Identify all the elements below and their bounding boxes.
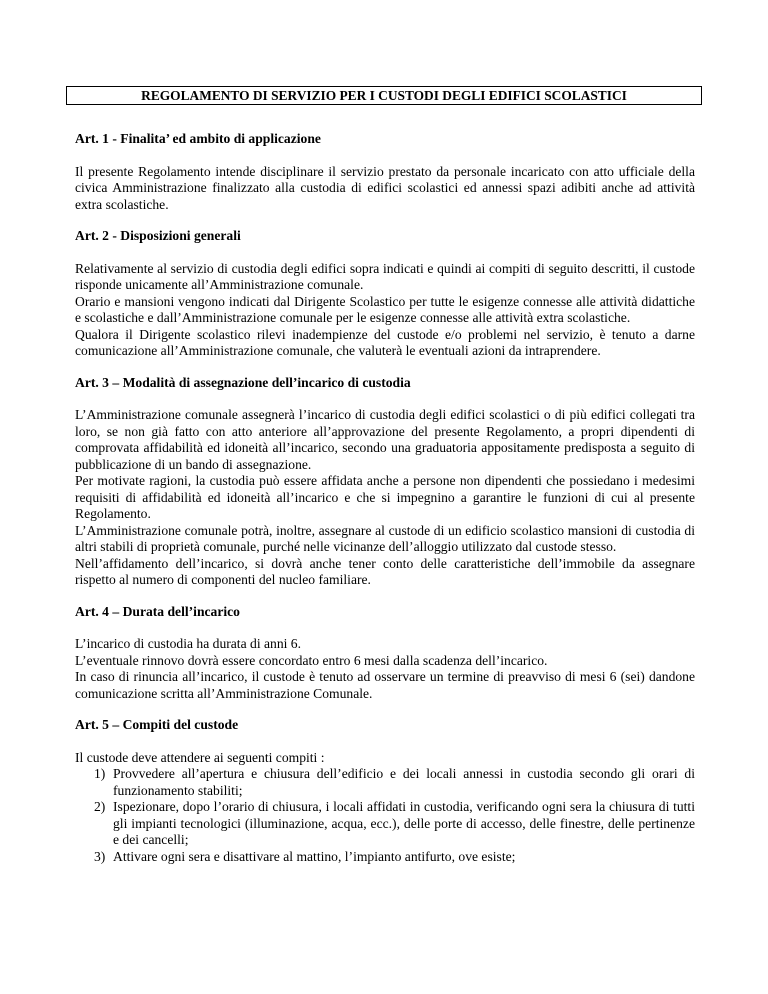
article-1 xyxy=(75,131,695,213)
article-5-intro: Il custode deve attendere ai seguenti compiti : xyxy=(75,749,325,765)
list-item-number: 3) xyxy=(94,848,106,864)
article-2-heading: Art. 2 - Disposizioni generali xyxy=(75,228,241,243)
article-2-paragraph-3: Qualora il Dirigente scolastico rilevi inadempienze del custode e/o problemi nel servizio, è tenuto a darne comunicazione all’Amministrazione comunale, che valuterà le eventuali azioni da intraprendere. xyxy=(75,326,695,358)
duties-list xyxy=(75,766,695,865)
article-4-paragraph-1: L’incarico di custodia ha durata di anni 6. xyxy=(75,636,301,651)
article-3-heading: Art. 3 – Modalità di assegnazione dell’incarico di custodia xyxy=(75,374,411,390)
article-1-heading: Art. 1 - Finalita’ ed ambito di applicazione xyxy=(75,131,321,146)
list-item-number: 1) xyxy=(94,766,106,781)
article-2 xyxy=(75,228,695,360)
article-2-paragraph-2: Orario e mansioni vengono indicati dal Dirigente Scolastico per tutte le esigenze connesse alle attività didattiche e scolastiche e dall’Amministrazione comunale per le esigenze connesse alle attività extra scolastiche. xyxy=(75,293,695,325)
article-3-paragraph-4: Nell’affidamento dell’incarico, si dovrà anche tener conto delle caratteristiche dell’immobile da assegnare rispetto al numero di componenti del nucleo familiare. xyxy=(75,555,695,587)
document-title: REGOLAMENTO DI SERVIZIO PER I CUSTODI DEGLI EDIFICI SCOLASTICI xyxy=(66,86,702,105)
article-3 xyxy=(75,375,695,589)
article-5 xyxy=(75,717,695,865)
article-4-paragraph-3: In caso di rinuncia all’incarico, il custode è tenuto ad osservare un termine di preavviso di mesi 6 (sei) dandone comunicazione scritta all’Amministrazione Comunale. xyxy=(75,669,695,701)
document-body xyxy=(75,131,695,880)
list-item-text: Ispezionare, dopo l’orario di chiusura, i locali affidati in custodia, verificando ogni sera la chiusura di tutti gli impianti tecnologici (illuminazione, acqua, ecc.), delle porte di accesso, delle finestre, delle pertinenze e dei cancelli; xyxy=(113,799,695,847)
list-item-number: 2) xyxy=(94,799,106,814)
article-4-paragraph-2: L’eventuale rinnovo dovrà essere concordato entro 6 mesi dalla scadenza dell’incarico. xyxy=(75,652,548,668)
article-3-paragraph-1: L’Amministrazione comunale assegnerà l’incarico di custodia degli edifici scolastici o di più edifici collegati tra loro, se non già fatto con atto anteriore all’approvazione del presente Regolamento, a propri dipendenti di comprovata affidabilità ed idoneità all’incarico, secondo una graduatoria appositamente predisposta a seguito di pubblicazione di un bando di assegnazione. xyxy=(75,407,695,472)
list-item xyxy=(75,766,695,799)
list-item-text: Provvedere all’apertura e chiusura dell’edificio e dei locali annessi in custodia secondo gli orari di funzionamento stabiliti; xyxy=(113,766,695,798)
article-5-heading: Art. 5 – Compiti del custode xyxy=(75,717,239,732)
article-3-paragraph-2: Per motivate ragioni, la custodia può essere affidata anche a persone non dipendenti che possiedano i medesimi requisiti di affidabilità ed idoneità all’incarico e che si impegnino a garantire le funzioni di cui al presente Regolamento. xyxy=(75,473,695,521)
article-4-heading: Art. 4 – Durata dell’incarico xyxy=(75,603,240,619)
list-item xyxy=(75,799,695,849)
article-3-paragraph-3: L’Amministrazione comunale potrà, inoltre, assegnare al custode di un edificio scolastico mansioni di custodia di altri stabili di proprietà comunale, purché nelle vicinanze dell’alloggio utilizzato dal custode stesso. xyxy=(75,522,695,554)
list-item xyxy=(75,849,695,866)
article-1-paragraph: Il presente Regolamento intende disciplinare il servizio prestato da personale incaricato con atto ufficiale della civica Amministrazione finalizzato alla custodia di edifici scolastici ed annessi spazi adibiti anche ad attività extra scolastiche. xyxy=(75,163,695,212)
article-4 xyxy=(75,604,695,703)
article-2-paragraph-1: Relativamente al servizio di custodia degli edifici sopra indicati e quindi ai compiti di seguito descritti, il custode risponde unicamente all’Amministrazione comunale. xyxy=(75,260,695,292)
list-item-text: Attivare ogni sera e disattivare al mattino, l’impianto antifurto, ove esiste; xyxy=(113,848,516,864)
